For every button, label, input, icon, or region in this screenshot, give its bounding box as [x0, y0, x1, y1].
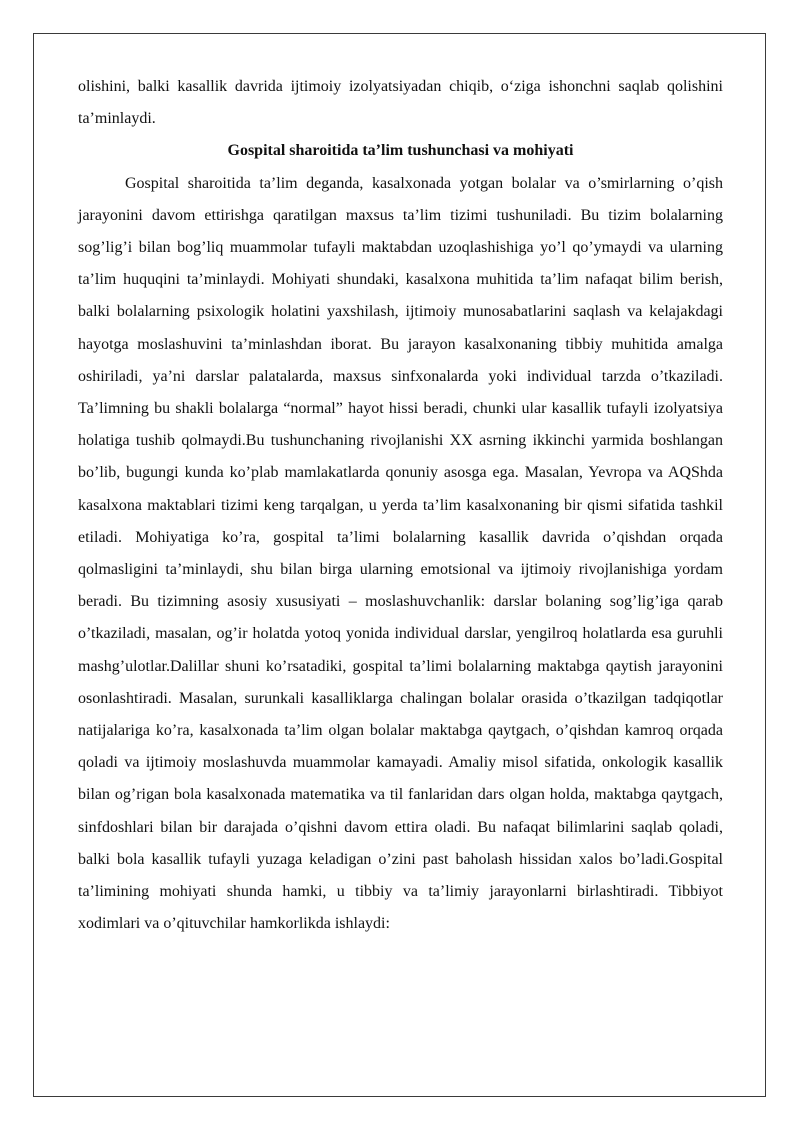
document-body [78, 71, 723, 940]
continuation-paragraph: olishini, balki kasallik davrida ijtimoiy izolyatsiyadan chiqib, o‘ziga ishonchni saqlab qolishini ta’minlaydi. [78, 78, 723, 128]
section-heading: Gospital sharoitida ta’lim tushunchasi va mohiyati [227, 142, 574, 160]
body-paragraph: Gospital sharoitida ta’lim deganda, kasalxonada yotgan bolalar va o’smirlarning o’qish jarayonini davom ettirishga qaratilgan maxsus ta’lim tizimi tushuniladi. Bu tizim bolalarning sog’lig’i bilan bog’liq muammolar tufayli maktabdan uzoqlashishiga yo’l qo’ymaydi va ularning ta’lim huquqini ta’minlaydi. Mohiyati shundaki, kasalxona muhitida ta’lim nafaqat bilim berish, balki bolalarning psixologik holatini yaxshilash, ijtimoiy munosabatlarini saqlash va kelajakdagi hayotga moslashuvini ta’minlashdan iborat. Bu jarayon kasalxonaning tibbiy muhitida amalga oshiriladi, ya’ni darslar palatalarda, maxsus sinfxonalarda yoki individual tarzda o’tkaziladi. Ta’limning bu shakli bolalarga “normal” hayot hissi beradi, chunki ular kasallik tufayli izolyatsiya holatiga tushib qolmaydi.Bu tushunchaning rivojlanishi XX asrning ikkinchi yarmida boshlangan bo’lib, bugungi kunda ko’plab mamlakatlarda qonuniy asosga ega. Masalan, Yevropa va AQShda kasalxona maktablari tizimi keng tarqalgan, u yerda ta’lim kasalxonaning bir qismi sifatida tashkil etiladi. Mohiyatiga ko’ra, gospital ta’limi bolalarning kasallik davrida o’qishdan orqada qolmasligini ta’minlaydi, shu bilan birga ularning emotsional va ijtimoiy rivojlanishiga yordam beradi. Bu tizimning asosiy xususiyati – moslashuvchanlik: darslar bolaning sog’lig’iga qarab o’tkaziladi, masalan, og’ir holatda yotoq yonida individual darslar, yengilroq holatlarda esa guruhli mashg’ulotlar.Dalillar shuni ko’rsatadiki, gospital ta’limi bolalarning maktabga qaytish jarayonini osonlashtiradi. Masalan, surunkali kasalliklarga chalingan bolalar orasida o’tkazilgan tadqiqotlar natijalariga ko’ra, kasalxonada ta’lim olgan bolalar maktabga qaytgach, o’qishdan kamroq orqada qoladi va ijtimoiy moslashuvda muammolar kamayadi. Amaliy misol sifatida, onkologik kasallik bilan og’rigan bola kasalxonada matematika va til fanlaridan dars olgan holda, maktabga qaytgach, sinfdoshlari bilan bir darajada o’qishni davom ettira oladi. Bu nafaqat bilimlarini saqlab qoladi, balki bola kasallik tufayli yuzaga keladigan o’zini past baholash hissidan xalos bo’ladi.Gospital ta’limining mohiyati shunda hamki, u tibbiy va ta’limiy jarayonlarni birlashtiradi. Tibbiyot xodimlari va o’qituvchilar hamkorlikda ishlaydi: [78, 174, 723, 933]
